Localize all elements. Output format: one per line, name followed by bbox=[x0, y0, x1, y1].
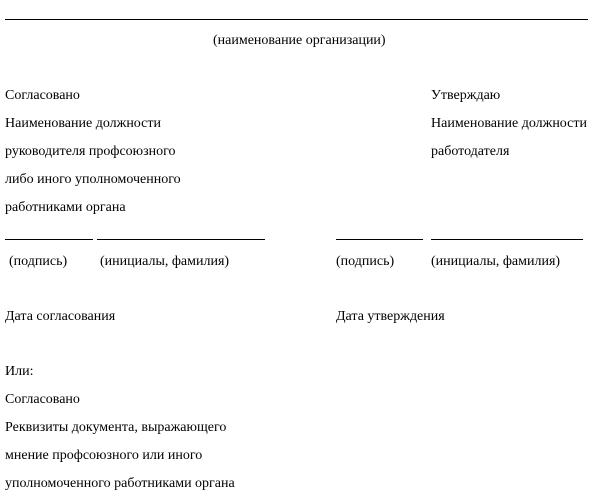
organization-name-caption: (наименование организации) bbox=[213, 33, 386, 48]
approval-date-label: Дата утверждения bbox=[336, 309, 445, 324]
agreed-heading-left: Согласовано bbox=[5, 88, 80, 103]
left-position-line-3: либо иного уполномоченного bbox=[5, 172, 181, 187]
approve-heading-right: Утверждаю bbox=[431, 88, 501, 103]
right-signature-caption: (подпись) bbox=[336, 254, 395, 269]
agreement-date-label: Дата согласования bbox=[5, 309, 116, 324]
right-position-line-1: Наименование должности bbox=[431, 116, 587, 131]
right-signature-line bbox=[336, 239, 423, 240]
left-name-line bbox=[97, 239, 265, 240]
agreed-heading-alternative: Согласовано bbox=[5, 392, 80, 407]
right-position-line-2: работодателя bbox=[431, 144, 510, 159]
or-label: Или: bbox=[5, 364, 34, 379]
right-name-line bbox=[431, 239, 583, 240]
alternative-line-1: Реквизиты документа, выражающего bbox=[5, 420, 227, 435]
left-name-caption: (инициалы, фамилия) bbox=[100, 254, 230, 269]
left-position-line-1: Наименование должности bbox=[5, 116, 161, 131]
left-signature-caption: (подпись) bbox=[9, 254, 68, 269]
left-position-line-4: работниками органа bbox=[5, 200, 126, 215]
alternative-line-3: уполномоченного работниками органа bbox=[5, 476, 235, 491]
organization-name-line bbox=[5, 19, 588, 20]
right-name-caption: (инициалы, фамилия) bbox=[431, 254, 561, 269]
left-signature-line bbox=[5, 239, 93, 240]
alternative-line-2: мнение профсоюзного или иного bbox=[5, 448, 203, 463]
left-position-line-2: руководителя профсоюзного bbox=[5, 144, 176, 159]
